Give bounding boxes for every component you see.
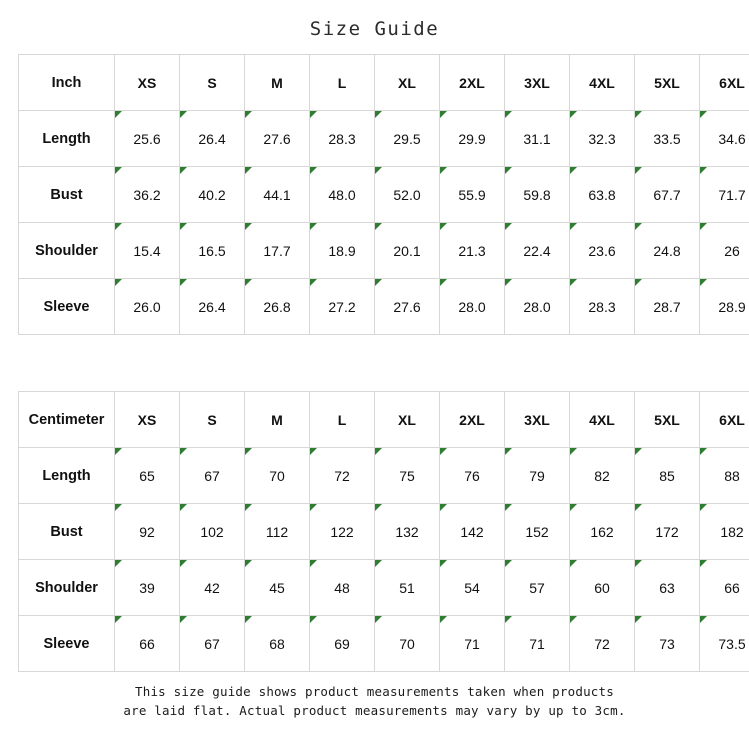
cell-value: 48 — [310, 560, 375, 616]
table-spacer — [0, 335, 749, 391]
cell-value: 88 — [700, 448, 749, 504]
cell-value: 29.9 — [440, 111, 505, 167]
cell-value: 70 — [245, 448, 310, 504]
cell-value: 59.8 — [505, 167, 570, 223]
cell-value: 69 — [310, 616, 375, 672]
cell-value: 152 — [505, 504, 570, 560]
cell-value: 31.1 — [505, 111, 570, 167]
cell-value: 22.4 — [505, 223, 570, 279]
cell-value: 122 — [310, 504, 375, 560]
table-header-row — [19, 55, 749, 111]
cell-value: 21.3 — [440, 223, 505, 279]
cell-value: 26.8 — [245, 279, 310, 335]
cell-value: 102 — [180, 504, 245, 560]
cell-value: 27.6 — [245, 111, 310, 167]
unit-label-inch: Inch — [19, 55, 115, 111]
centimeter-table-wrapper — [18, 391, 746, 672]
column-header-6xl: 6XL — [700, 55, 749, 111]
cell-value: 85 — [635, 448, 700, 504]
cell-value: 34.6 — [700, 111, 749, 167]
cell-value: 51 — [375, 560, 440, 616]
cell-value: 55.9 — [440, 167, 505, 223]
column-header-5xl: 5XL — [635, 55, 700, 111]
column-header-s: S — [180, 55, 245, 111]
column-header-xs: XS — [115, 55, 180, 111]
footnote-line-1: This size guide shows product measurements taken when products — [135, 684, 614, 699]
unit-label-centimeter: Centimeter — [19, 392, 115, 448]
cell-value: 28.3 — [570, 279, 635, 335]
cell-value: 25.6 — [115, 111, 180, 167]
cell-value: 71 — [505, 616, 570, 672]
cell-value: 79 — [505, 448, 570, 504]
cell-value: 71.7 — [700, 167, 749, 223]
cell-value: 82 — [570, 448, 635, 504]
cell-value: 63.8 — [570, 167, 635, 223]
cell-value: 172 — [635, 504, 700, 560]
inch-table-wrapper — [18, 54, 746, 335]
cell-value: 28.3 — [310, 111, 375, 167]
cell-value: 33.5 — [635, 111, 700, 167]
cell-value: 40.2 — [180, 167, 245, 223]
cell-value: 28.0 — [505, 279, 570, 335]
cell-value: 182 — [700, 504, 749, 560]
table-row — [19, 223, 749, 279]
cell-value: 65 — [115, 448, 180, 504]
cell-value: 44.1 — [245, 167, 310, 223]
footnote — [0, 682, 749, 720]
row-label-sleeve: Sleeve — [19, 616, 115, 672]
cell-value: 18.9 — [310, 223, 375, 279]
cell-value: 67 — [180, 448, 245, 504]
cell-value: 28.7 — [635, 279, 700, 335]
cell-value: 67 — [180, 616, 245, 672]
column-header-4xl: 4XL — [570, 392, 635, 448]
cell-value: 92 — [115, 504, 180, 560]
column-header-3xl: 3XL — [505, 55, 570, 111]
table-row — [19, 504, 749, 560]
cell-value: 162 — [570, 504, 635, 560]
column-header-4xl: 4XL — [570, 55, 635, 111]
cell-value: 73.5 — [700, 616, 749, 672]
row-label-bust: Bust — [19, 504, 115, 560]
cell-value: 66 — [700, 560, 749, 616]
cell-value: 24.8 — [635, 223, 700, 279]
row-label-length: Length — [19, 448, 115, 504]
cell-value: 32.3 — [570, 111, 635, 167]
cell-value: 15.4 — [115, 223, 180, 279]
footnote-line-2: are laid flat. Actual product measurements may vary by up to 3cm. — [123, 703, 626, 718]
cell-value: 23.6 — [570, 223, 635, 279]
cell-value: 72 — [570, 616, 635, 672]
cell-value: 20.1 — [375, 223, 440, 279]
cell-value: 28.0 — [440, 279, 505, 335]
page-title: Size Guide — [309, 18, 440, 40]
table-header-row — [19, 392, 749, 448]
cell-value: 67.7 — [635, 167, 700, 223]
cell-value: 26.4 — [180, 279, 245, 335]
cell-value: 68 — [245, 616, 310, 672]
cell-value: 52.0 — [375, 167, 440, 223]
cell-value: 142 — [440, 504, 505, 560]
table-row — [19, 279, 749, 335]
cell-value: 26 — [700, 223, 749, 279]
cell-value: 70 — [375, 616, 440, 672]
cell-value: 16.5 — [180, 223, 245, 279]
column-header-6xl: 6XL — [700, 392, 749, 448]
size-table-inch — [18, 54, 749, 335]
cell-value: 27.2 — [310, 279, 375, 335]
cell-value: 132 — [375, 504, 440, 560]
row-label-bust: Bust — [19, 167, 115, 223]
row-label-shoulder: Shoulder — [19, 223, 115, 279]
column-header-xs: XS — [115, 392, 180, 448]
row-label-sleeve: Sleeve — [19, 279, 115, 335]
cell-value: 54 — [440, 560, 505, 616]
cell-value: 26.0 — [115, 279, 180, 335]
column-header-2xl: 2XL — [440, 55, 505, 111]
cell-value: 36.2 — [115, 167, 180, 223]
table-row — [19, 111, 749, 167]
cell-value: 45 — [245, 560, 310, 616]
column-header-xl: XL — [375, 392, 440, 448]
size-table-centimeter — [18, 391, 749, 672]
table-row — [19, 448, 749, 504]
cell-value: 17.7 — [245, 223, 310, 279]
cell-value: 26.4 — [180, 111, 245, 167]
column-header-3xl: 3XL — [505, 392, 570, 448]
column-header-m: M — [245, 392, 310, 448]
row-label-length: Length — [19, 111, 115, 167]
cell-value: 27.6 — [375, 279, 440, 335]
cell-value: 28.9 — [700, 279, 749, 335]
column-header-m: M — [245, 55, 310, 111]
cell-value: 76 — [440, 448, 505, 504]
cell-value: 57 — [505, 560, 570, 616]
cell-value: 60 — [570, 560, 635, 616]
cell-value: 72 — [310, 448, 375, 504]
cell-value: 66 — [115, 616, 180, 672]
cell-value: 48.0 — [310, 167, 375, 223]
cell-value: 29.5 — [375, 111, 440, 167]
cell-value: 73 — [635, 616, 700, 672]
table-row — [19, 167, 749, 223]
column-header-xl: XL — [375, 55, 440, 111]
column-header-l: L — [310, 55, 375, 111]
column-header-5xl: 5XL — [635, 392, 700, 448]
cell-value: 71 — [440, 616, 505, 672]
cell-value: 75 — [375, 448, 440, 504]
cell-value: 42 — [180, 560, 245, 616]
column-header-2xl: 2XL — [440, 392, 505, 448]
column-header-s: S — [180, 392, 245, 448]
column-header-l: L — [310, 392, 375, 448]
table-row — [19, 616, 749, 672]
table-row — [19, 560, 749, 616]
cell-value: 39 — [115, 560, 180, 616]
cell-value: 63 — [635, 560, 700, 616]
cell-value: 112 — [245, 504, 310, 560]
row-label-shoulder: Shoulder — [19, 560, 115, 616]
